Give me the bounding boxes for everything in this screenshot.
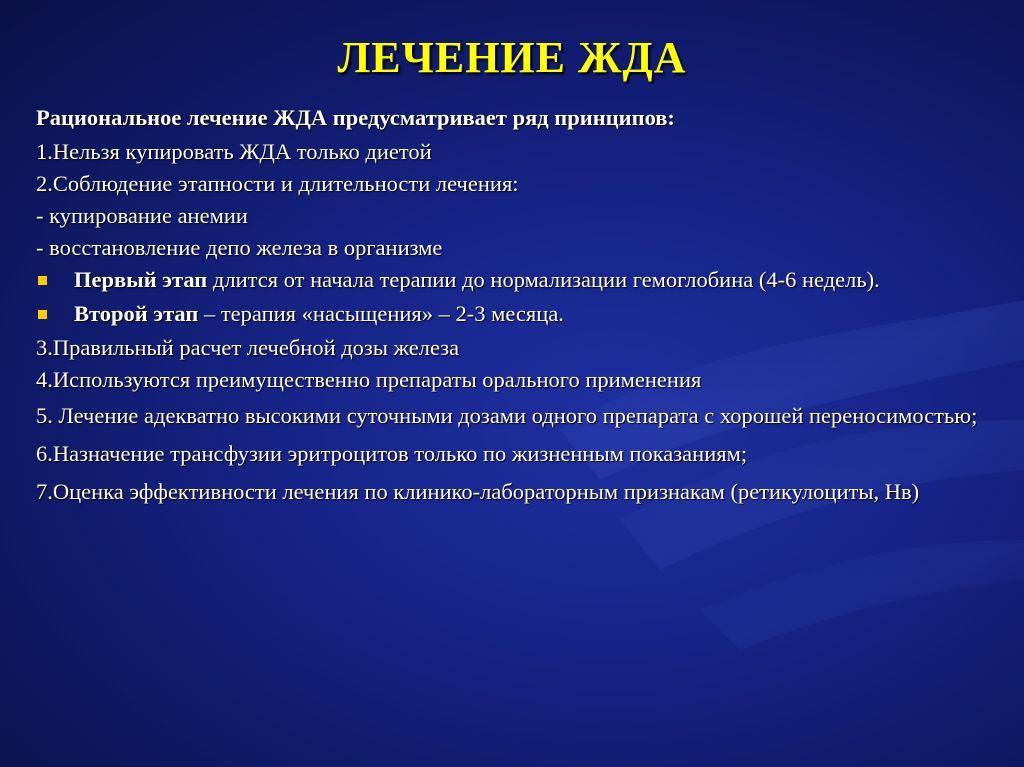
intro-text: Рациональное лечение ЖДА предусматривает ряд принципов: <box>36 105 675 130</box>
principle-7: 7.Оценка эффективности лечения по клинико-лабораторным признакам (ретикулоциты, Нв) <box>36 479 920 504</box>
bullet-stage-2 <box>36 300 996 328</box>
principle-3: 3.Правильный расчет лечебной дозы железа <box>36 335 460 360</box>
stage-2-text: – терапия «насыщения» – 2-3 месяца. <box>198 301 564 326</box>
bullet-square-icon <box>38 276 47 285</box>
principle-6: 6.Назначение трансфузии эритроцитов только по жизненным показаниям; <box>36 441 748 466</box>
slide-content <box>36 104 996 510</box>
principle-5: 5. Лечение адекватно высокими суточными дозами одного препарата с хорошей переносимостью; <box>36 403 978 428</box>
principle-2: 2.Соблюдение этапности и длительности лечения: <box>36 171 519 196</box>
stage-2-label: Второй этап <box>74 301 199 326</box>
stage-1-text: длится от начала терапии до нормализации гемоглобина (4-6 недель). <box>207 267 880 292</box>
principle-1: 1.Нельзя купировать ЖДА только диетой <box>36 139 432 164</box>
bullet-square-icon <box>38 310 47 319</box>
stage-1-label: Первый этап <box>74 267 208 292</box>
principle-4: 4.Используются преимущественно препараты орального применения <box>36 367 702 392</box>
bullet-stage-1 <box>36 266 996 294</box>
sub-item-anemia: - купирование анемии <box>36 203 248 228</box>
sub-item-iron-depot: - восстановление депо железа в организме <box>36 235 443 260</box>
slide-title: ЛЕЧЕНИЕ ЖДА <box>337 33 687 82</box>
